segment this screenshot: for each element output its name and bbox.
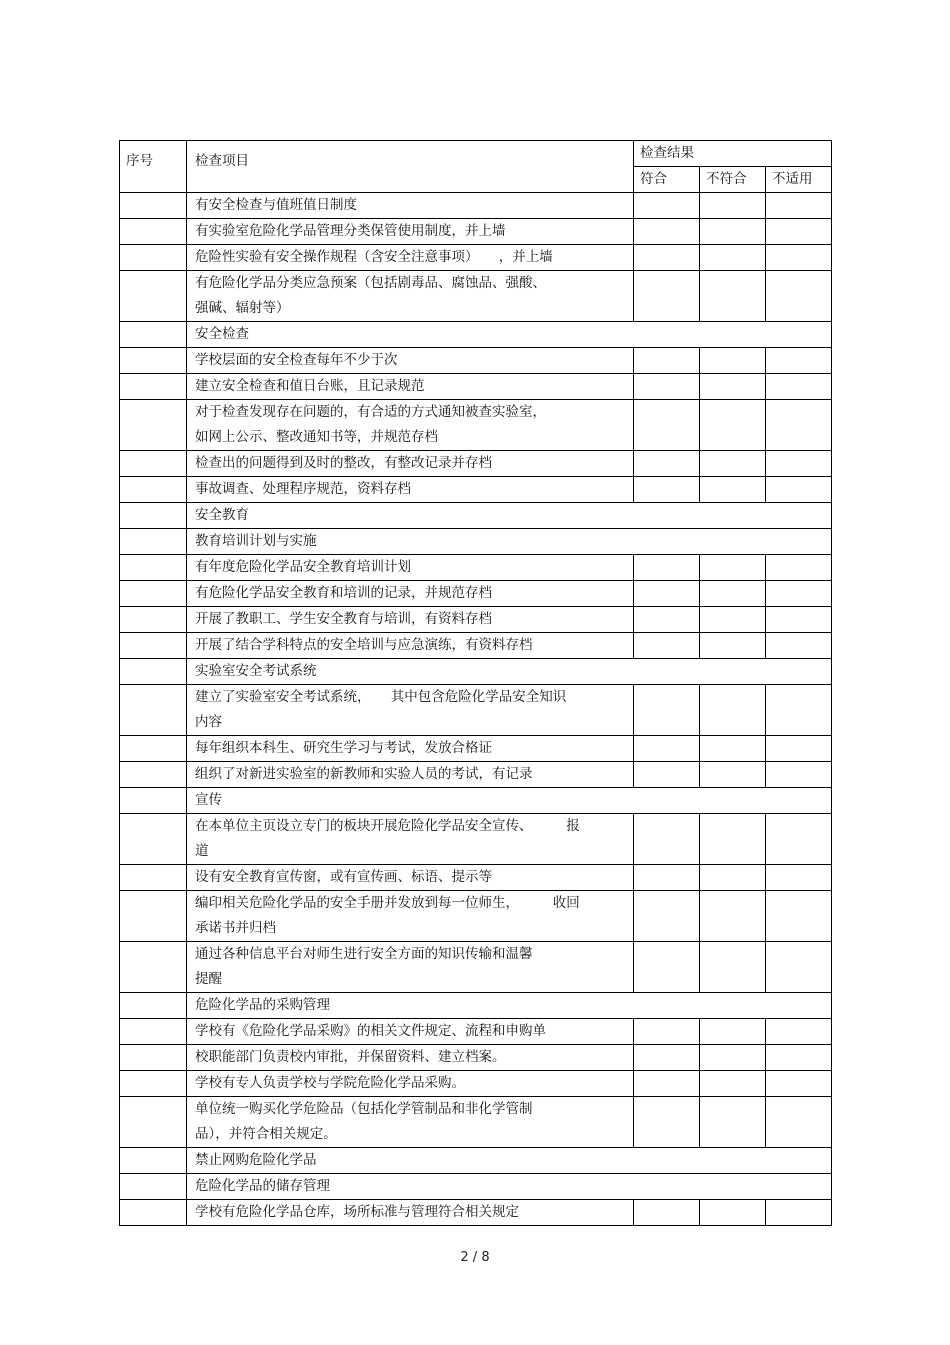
item-line: 单位统一购买化学危险品（包括化学管制品和非化学管制 bbox=[195, 1101, 533, 1117]
result-na-cell[interactable] bbox=[766, 348, 832, 374]
item-line: 开展了教职工、学生安全教育与培训，有资料存档 bbox=[195, 611, 492, 627]
result-na-cell[interactable] bbox=[766, 942, 832, 993]
item-line: 教育培训计划与实施 bbox=[195, 533, 317, 549]
section-title bbox=[187, 322, 832, 348]
item-line: 有实验室危险化学品管理分类保管使用制度，并上墙 bbox=[195, 223, 506, 239]
section-row bbox=[120, 322, 832, 348]
check-item-text bbox=[187, 400, 634, 451]
item-line: 通过各种信息平台对师生进行安全方面的知识传输和温馨 bbox=[195, 946, 533, 962]
result-nonconform-cell[interactable] bbox=[700, 736, 766, 762]
row-index-cell bbox=[120, 503, 187, 529]
check-item-text bbox=[187, 736, 634, 762]
result-nonconform-cell[interactable] bbox=[700, 1200, 766, 1226]
row-index-cell bbox=[120, 865, 187, 891]
check-item-text bbox=[187, 219, 634, 245]
result-conform-cell[interactable] bbox=[634, 891, 700, 942]
table-row bbox=[120, 607, 832, 633]
item-line: 学校层面的安全检查每年不少于次 bbox=[195, 352, 398, 368]
table-row bbox=[120, 193, 832, 219]
result-conform-cell[interactable] bbox=[634, 1019, 700, 1045]
result-nonconform-cell[interactable] bbox=[700, 607, 766, 633]
item-line: 组织了对新进实验室的新教师和实验人员的考试，有记录 bbox=[195, 766, 533, 782]
check-item-text bbox=[187, 245, 634, 271]
header-item: 检查项目 bbox=[187, 141, 634, 193]
check-item-text bbox=[187, 1045, 634, 1071]
section-row bbox=[120, 1148, 832, 1174]
result-conform-cell[interactable] bbox=[634, 607, 700, 633]
item-line: 事故调查、处理程序规范，资料存档 bbox=[195, 481, 411, 497]
result-conform-cell[interactable] bbox=[634, 348, 700, 374]
row-index-cell bbox=[120, 607, 187, 633]
result-nonconform-cell[interactable] bbox=[700, 193, 766, 219]
checklist-sheet bbox=[119, 140, 832, 1226]
row-index-cell bbox=[120, 400, 187, 451]
result-conform-cell[interactable] bbox=[634, 1071, 700, 1097]
item-line: 安全教育 bbox=[195, 507, 249, 523]
table-row bbox=[120, 400, 832, 451]
item-line: 建立安全检查和值日台账，且记录规范 bbox=[195, 378, 425, 394]
header-result-group: 检查结果 bbox=[634, 141, 832, 167]
row-index-cell bbox=[120, 1174, 187, 1200]
item-line: 有危险化学品分类应急预案（包括剧毒品、腐蚀品、强酸、 bbox=[195, 275, 546, 291]
section-row bbox=[120, 659, 832, 685]
result-na-cell[interactable] bbox=[766, 581, 832, 607]
check-item-text bbox=[187, 762, 634, 788]
row-index-cell bbox=[120, 1148, 187, 1174]
check-item-text bbox=[187, 555, 634, 581]
result-na-cell[interactable] bbox=[766, 814, 832, 865]
result-na-cell[interactable] bbox=[766, 1097, 832, 1148]
table-row bbox=[120, 374, 832, 400]
table-row bbox=[120, 219, 832, 245]
item-line: 实验室安全考试系统 bbox=[195, 663, 317, 679]
result-conform-cell[interactable] bbox=[634, 193, 700, 219]
result-nonconform-cell[interactable] bbox=[700, 685, 766, 736]
table-row bbox=[120, 633, 832, 659]
result-conform-cell[interactable] bbox=[634, 736, 700, 762]
result-nonconform-cell[interactable] bbox=[700, 245, 766, 271]
safety-checklist-table bbox=[119, 140, 832, 1226]
row-index-cell bbox=[120, 581, 187, 607]
result-conform-cell[interactable] bbox=[634, 942, 700, 993]
section-title bbox=[187, 659, 832, 685]
section-row bbox=[120, 1174, 832, 1200]
result-conform-cell[interactable] bbox=[634, 1200, 700, 1226]
section-row bbox=[120, 503, 832, 529]
row-index-cell bbox=[120, 942, 187, 993]
check-item-text bbox=[187, 477, 634, 503]
table-row bbox=[120, 736, 832, 762]
check-item-text bbox=[187, 633, 634, 659]
check-item-text bbox=[187, 942, 634, 993]
row-index-cell bbox=[120, 788, 187, 814]
item-line: 学校有专人负责学校与学院危险化学品采购。 bbox=[195, 1075, 465, 1091]
item-line: 开展了结合学科特点的安全培训与应急演练，有资料存档 bbox=[195, 637, 533, 653]
table-row bbox=[120, 1019, 832, 1045]
item-line: 道 bbox=[195, 843, 209, 859]
result-conform-cell[interactable] bbox=[634, 451, 700, 477]
result-na-cell[interactable] bbox=[766, 1200, 832, 1226]
result-nonconform-cell[interactable] bbox=[700, 477, 766, 503]
item-line: 提醒 bbox=[195, 971, 222, 987]
result-na-cell[interactable] bbox=[766, 1045, 832, 1071]
result-nonconform-cell[interactable] bbox=[700, 581, 766, 607]
check-item-text bbox=[187, 1019, 634, 1045]
check-item-text bbox=[187, 271, 634, 322]
item-line: 宣传 bbox=[195, 792, 222, 808]
table-row bbox=[120, 451, 832, 477]
result-conform-cell[interactable] bbox=[634, 865, 700, 891]
result-nonconform-cell[interactable] bbox=[700, 374, 766, 400]
result-nonconform-cell[interactable] bbox=[700, 1071, 766, 1097]
row-index-cell bbox=[120, 685, 187, 736]
section-row bbox=[120, 993, 832, 1019]
header-result-conform: 符合 bbox=[634, 167, 700, 193]
row-index-cell bbox=[120, 1071, 187, 1097]
row-index-cell bbox=[120, 736, 187, 762]
row-index-cell bbox=[120, 555, 187, 581]
result-nonconform-cell[interactable] bbox=[700, 400, 766, 451]
check-item-text bbox=[187, 814, 634, 865]
section-title bbox=[187, 788, 832, 814]
item-line: 在本单位主页设立专门的板块开展危险化学品安全宣传、 报 bbox=[195, 818, 580, 834]
result-conform-cell[interactable] bbox=[634, 555, 700, 581]
result-conform-cell[interactable] bbox=[634, 1045, 700, 1071]
result-nonconform-cell[interactable] bbox=[700, 865, 766, 891]
row-index-cell bbox=[120, 348, 187, 374]
result-na-cell[interactable] bbox=[766, 193, 832, 219]
item-line: 学校有《危险化学品采购》的相关文件规定、流程和申购单 bbox=[195, 1023, 546, 1039]
result-na-cell[interactable] bbox=[766, 451, 832, 477]
section-title bbox=[187, 1148, 832, 1174]
result-na-cell[interactable] bbox=[766, 607, 832, 633]
result-nonconform-cell[interactable] bbox=[700, 1019, 766, 1045]
table-row bbox=[120, 477, 832, 503]
result-na-cell[interactable] bbox=[766, 1019, 832, 1045]
check-item-text bbox=[187, 374, 634, 400]
result-nonconform-cell[interactable] bbox=[700, 219, 766, 245]
item-line: 编印相关危险化学品的安全手册并发放到每一位师生， 收回 bbox=[195, 895, 580, 911]
result-na-cell[interactable] bbox=[766, 477, 832, 503]
section-title bbox=[187, 503, 832, 529]
item-line: 安全检查 bbox=[195, 326, 249, 342]
result-conform-cell[interactable] bbox=[634, 762, 700, 788]
result-na-cell[interactable] bbox=[766, 1071, 832, 1097]
result-conform-cell[interactable] bbox=[634, 245, 700, 271]
row-index-cell bbox=[120, 374, 187, 400]
check-item-text bbox=[187, 865, 634, 891]
table-row bbox=[120, 1200, 832, 1226]
check-item-text bbox=[187, 1200, 634, 1226]
item-line: 检查出的问题得到及时的整改，有整改记录并存档 bbox=[195, 455, 492, 471]
table-row bbox=[120, 1045, 832, 1071]
check-item-text bbox=[187, 193, 634, 219]
result-na-cell[interactable] bbox=[766, 865, 832, 891]
result-nonconform-cell[interactable] bbox=[700, 1045, 766, 1071]
result-conform-cell[interactable] bbox=[634, 271, 700, 322]
item-line: 设有安全教育宣传窗，或有宣传画、标语、提示等 bbox=[195, 869, 492, 885]
table-row bbox=[120, 1071, 832, 1097]
result-nonconform-cell[interactable] bbox=[700, 942, 766, 993]
result-na-cell[interactable] bbox=[766, 633, 832, 659]
check-item-text bbox=[187, 581, 634, 607]
row-index-cell bbox=[120, 1200, 187, 1226]
result-nonconform-cell[interactable] bbox=[700, 762, 766, 788]
item-line: 有安全检查与值班值日制度 bbox=[195, 197, 357, 213]
item-line: 有年度危险化学品安全教育培训计划 bbox=[195, 559, 411, 575]
result-conform-cell[interactable] bbox=[634, 219, 700, 245]
page-number: 2 / 8 bbox=[460, 1250, 490, 1265]
result-na-cell[interactable] bbox=[766, 374, 832, 400]
row-index-cell bbox=[120, 993, 187, 1019]
check-item-text bbox=[187, 607, 634, 633]
row-index-cell bbox=[120, 762, 187, 788]
header-index: 序号 bbox=[120, 141, 187, 193]
row-index-cell bbox=[120, 322, 187, 348]
result-na-cell[interactable] bbox=[766, 271, 832, 322]
item-line: 危险性实验有安全操作规程（含安全注意事项） ，并上墙 bbox=[195, 249, 553, 265]
table-row bbox=[120, 865, 832, 891]
row-index-cell bbox=[120, 529, 187, 555]
table-row bbox=[120, 891, 832, 942]
item-line: 学校有危险化学品仓库，场所标准与管理符合相关规定 bbox=[195, 1204, 519, 1220]
item-line: 每年组织本科生、研究生学习与考试，发放合格证 bbox=[195, 740, 492, 756]
header-result-na: 不适用 bbox=[766, 167, 832, 193]
result-na-cell[interactable] bbox=[766, 245, 832, 271]
result-nonconform-cell[interactable] bbox=[700, 451, 766, 477]
result-conform-cell[interactable] bbox=[634, 633, 700, 659]
table-row bbox=[120, 762, 832, 788]
table-row bbox=[120, 942, 832, 993]
result-nonconform-cell[interactable] bbox=[700, 555, 766, 581]
result-conform-cell[interactable] bbox=[634, 477, 700, 503]
section-row bbox=[120, 529, 832, 555]
result-nonconform-cell[interactable] bbox=[700, 633, 766, 659]
item-line: 有危险化学品安全教育和培训的记录，并规范存档 bbox=[195, 585, 492, 601]
item-line: 禁止网购危险化学品 bbox=[195, 1152, 317, 1168]
result-nonconform-cell[interactable] bbox=[700, 348, 766, 374]
result-na-cell[interactable] bbox=[766, 400, 832, 451]
row-index-cell bbox=[120, 1097, 187, 1148]
section-title bbox=[187, 1174, 832, 1200]
table-row bbox=[120, 814, 832, 865]
row-index-cell bbox=[120, 219, 187, 245]
row-index-cell bbox=[120, 814, 187, 865]
header-row bbox=[120, 141, 832, 167]
result-nonconform-cell[interactable] bbox=[700, 814, 766, 865]
item-line: 危险化学品的储存管理 bbox=[195, 1178, 330, 1194]
item-line: 危险化学品的采购管理 bbox=[195, 997, 330, 1013]
result-conform-cell[interactable] bbox=[634, 685, 700, 736]
result-conform-cell[interactable] bbox=[634, 581, 700, 607]
section-title bbox=[187, 993, 832, 1019]
result-conform-cell[interactable] bbox=[634, 374, 700, 400]
section-row bbox=[120, 788, 832, 814]
row-index-cell bbox=[120, 477, 187, 503]
result-na-cell[interactable] bbox=[766, 891, 832, 942]
row-index-cell bbox=[120, 193, 187, 219]
item-line: 强碱、辐射等） bbox=[195, 300, 290, 316]
row-index-cell bbox=[120, 659, 187, 685]
result-na-cell[interactable] bbox=[766, 219, 832, 245]
row-index-cell bbox=[120, 891, 187, 942]
check-item-text bbox=[187, 1097, 634, 1148]
result-na-cell[interactable] bbox=[766, 555, 832, 581]
table-row bbox=[120, 1097, 832, 1148]
check-item-text bbox=[187, 1071, 634, 1097]
check-item-text bbox=[187, 348, 634, 374]
row-index-cell bbox=[120, 245, 187, 271]
header-result-nonconform: 不符合 bbox=[700, 167, 766, 193]
check-item-text bbox=[187, 451, 634, 477]
result-na-cell[interactable] bbox=[766, 685, 832, 736]
check-item-text bbox=[187, 685, 634, 736]
result-conform-cell[interactable] bbox=[634, 814, 700, 865]
table-row bbox=[120, 271, 832, 322]
item-line: 对于检查发现存在问题的，有合适的方式通知被查实验室， bbox=[195, 404, 546, 420]
result-na-cell[interactable] bbox=[766, 736, 832, 762]
result-nonconform-cell[interactable] bbox=[700, 891, 766, 942]
item-line: 如网上公示、整改通知书等，并规范存档 bbox=[195, 429, 438, 445]
item-line: 承诺书并归档 bbox=[195, 920, 276, 936]
item-line: 建立了实验室安全考试系统， 其中包含危险化学品安全知识 bbox=[195, 689, 567, 705]
check-item-text bbox=[187, 891, 634, 942]
row-index-cell bbox=[120, 1045, 187, 1071]
table-row bbox=[120, 245, 832, 271]
row-index-cell bbox=[120, 451, 187, 477]
item-line: 品），并符合相关规定。 bbox=[195, 1126, 337, 1142]
result-conform-cell[interactable] bbox=[634, 1097, 700, 1148]
table-row bbox=[120, 555, 832, 581]
row-index-cell bbox=[120, 1019, 187, 1045]
item-line: 校职能部门负责校内审批，并保留资料、建立档案。 bbox=[195, 1049, 506, 1065]
row-index-cell bbox=[120, 633, 187, 659]
section-title bbox=[187, 529, 832, 555]
row-index-cell bbox=[120, 271, 187, 322]
table-row bbox=[120, 348, 832, 374]
result-conform-cell[interactable] bbox=[634, 400, 700, 451]
result-nonconform-cell[interactable] bbox=[700, 271, 766, 322]
table-row bbox=[120, 581, 832, 607]
table-row bbox=[120, 685, 832, 736]
item-line: 内容 bbox=[195, 714, 222, 730]
result-nonconform-cell[interactable] bbox=[700, 1097, 766, 1148]
result-na-cell[interactable] bbox=[766, 762, 832, 788]
